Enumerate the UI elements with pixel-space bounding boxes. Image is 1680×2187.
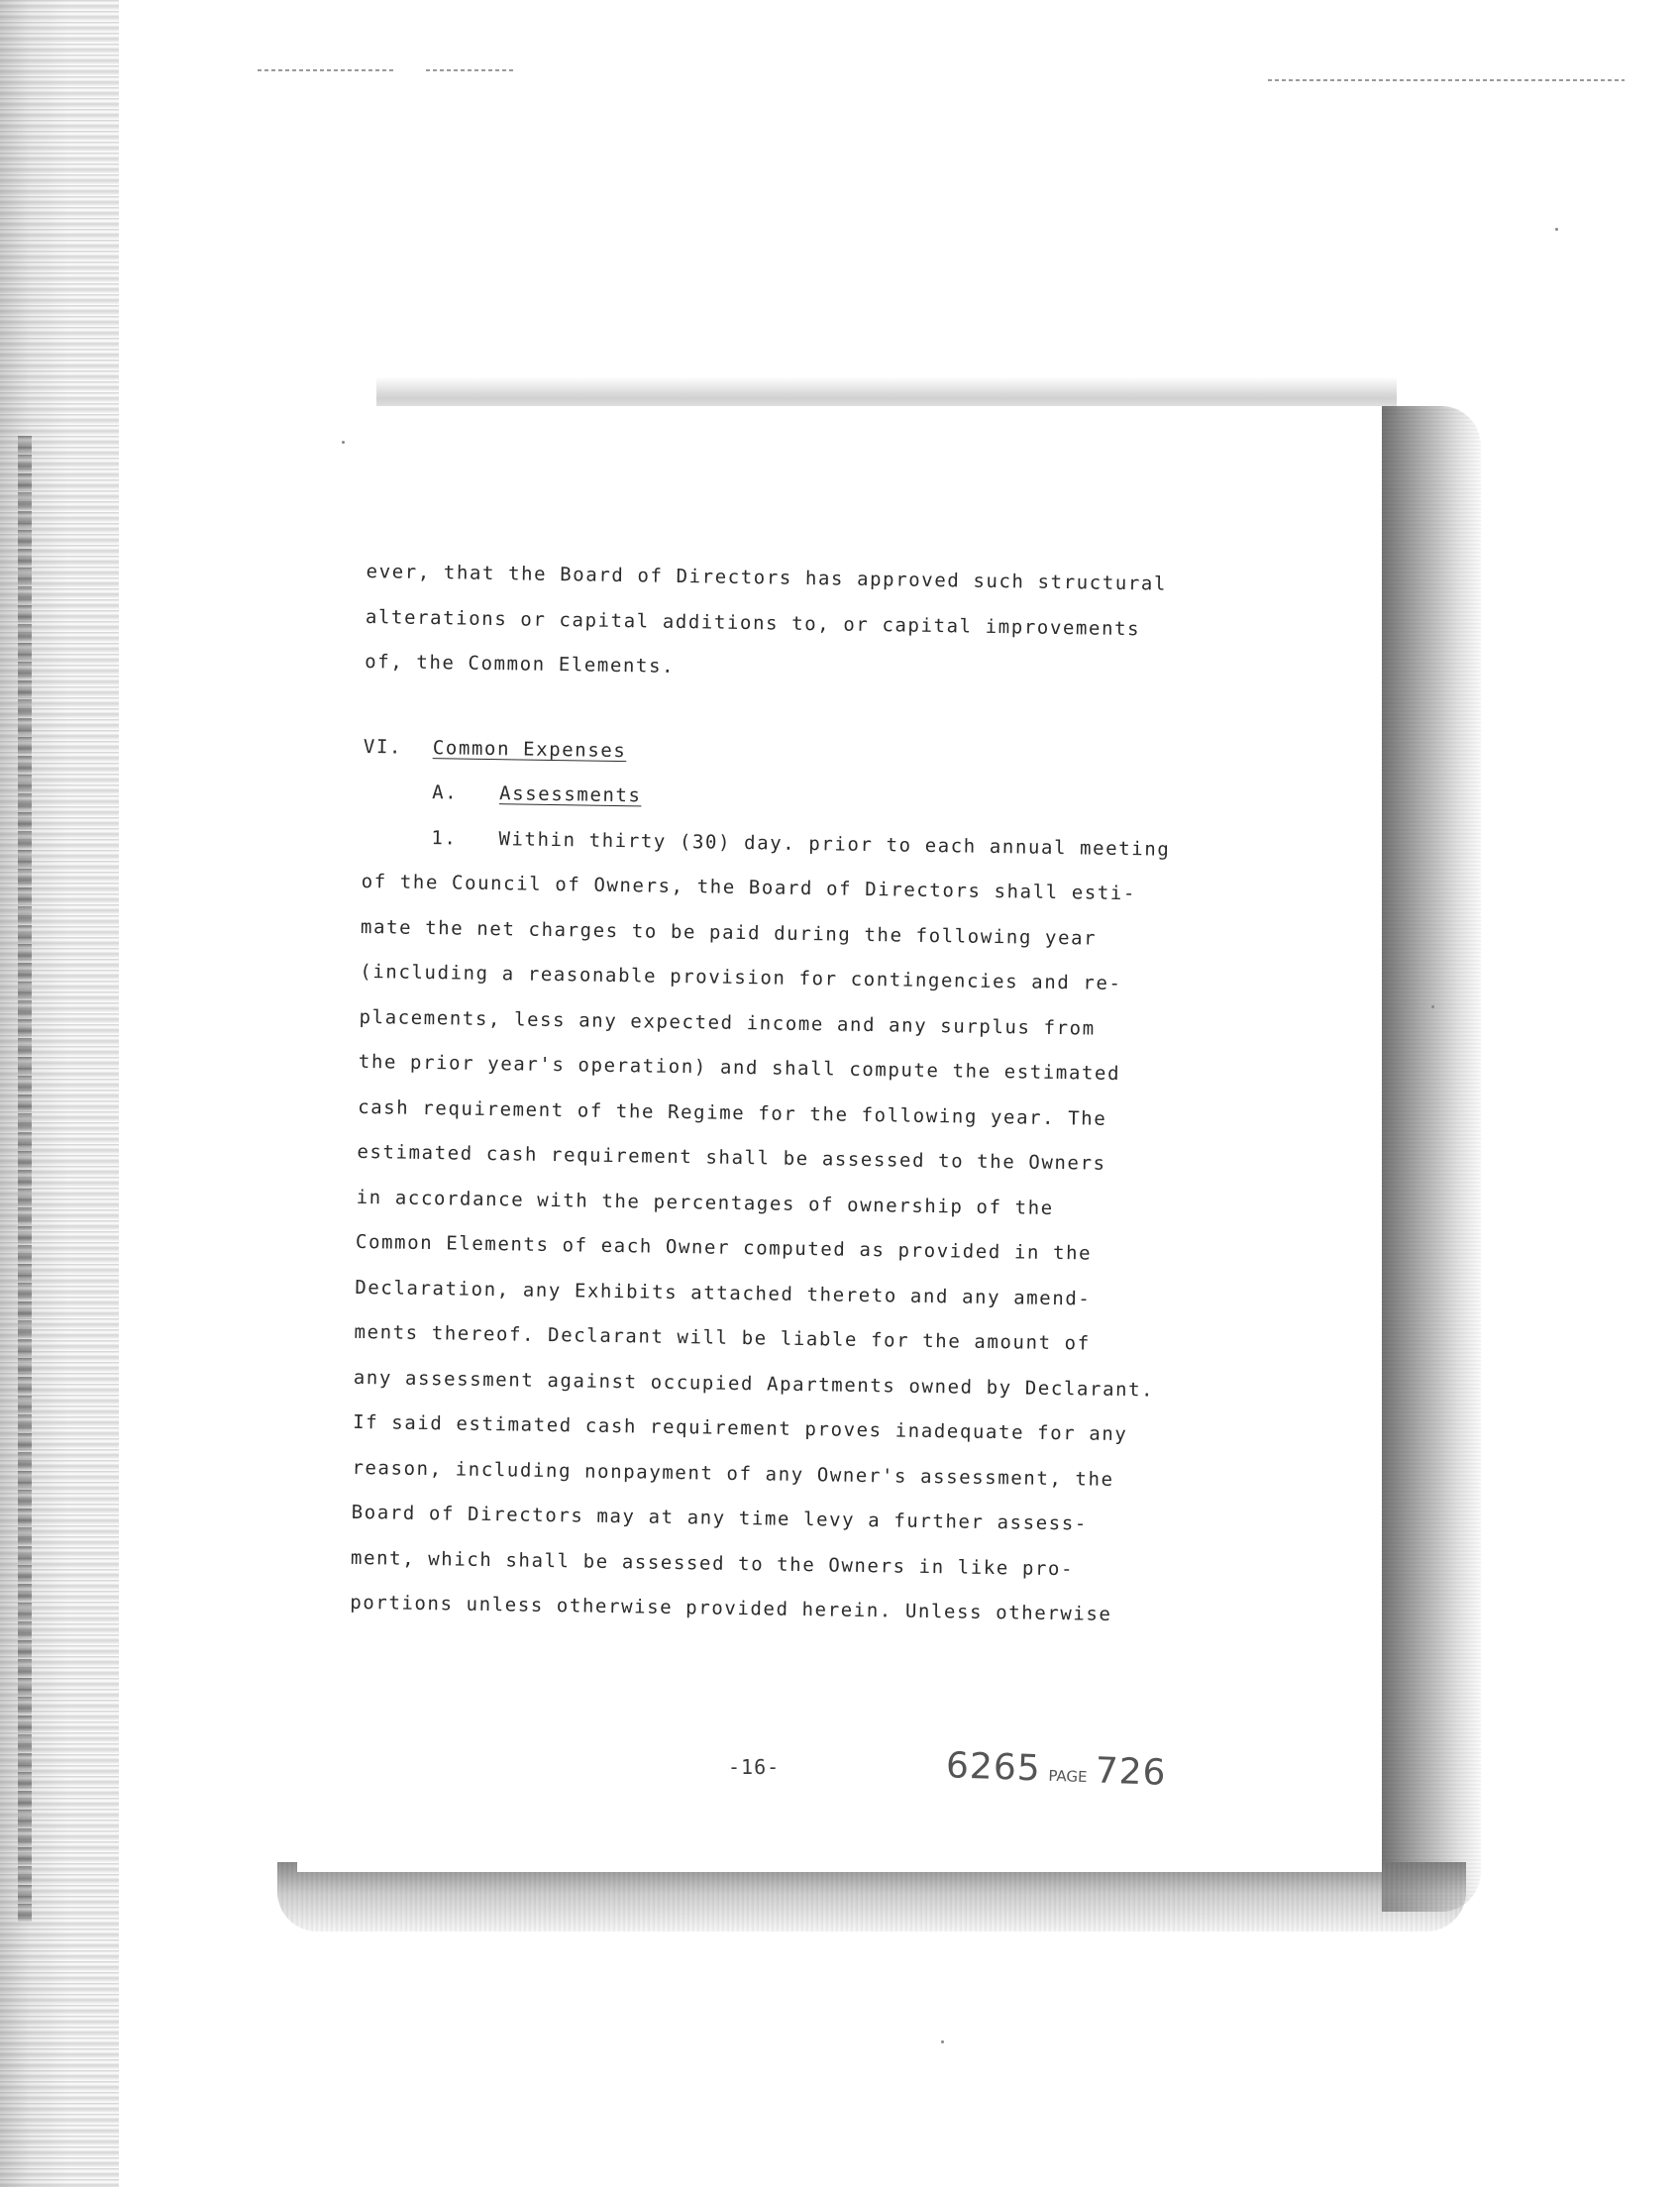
section-title: Common Expenses — [432, 736, 627, 762]
paragraph-line: cash requirement of the Regime for the following year. The — [357, 1095, 1107, 1130]
scan-top-mark — [258, 69, 396, 71]
document-body — [350, 550, 1218, 1639]
paragraph-line: ments thereof. Declarant will be liable for the amount of — [354, 1320, 1091, 1355]
scan-top-mark — [1268, 79, 1625, 81]
paragraph-line: Declaration, any Exhibits attached thereto and any amend- — [355, 1276, 1092, 1310]
scan-speck — [941, 2040, 944, 2043]
paragraph-line: (including a reasonable provision for contingencies and re- — [360, 960, 1122, 995]
paragraph-line: any assessment against occupied Apartments owned by Declarant. — [353, 1366, 1155, 1402]
paragraph-line: mate the net charges to be paid during the following year — [360, 915, 1098, 950]
paragraph-line: placements, less any expected income and any surplus from — [359, 1005, 1096, 1040]
paragraph-line: the prior year's operation) and shall compute the estimated — [358, 1050, 1121, 1086]
section-numeral: VI. — [363, 735, 403, 759]
scan-speck — [1555, 228, 1558, 231]
stamp-page: 726 — [1095, 1750, 1168, 1794]
paragraph-number: 1. — [431, 826, 458, 849]
recording-stamp — [945, 1745, 1167, 1794]
paragraph-line: reason, including nonpayment of any Owner's assessment, the — [352, 1456, 1114, 1491]
paragraph-line-text: Within thirty (30) day. prior to each annual meeting — [498, 827, 1171, 861]
subsection-label: A. — [431, 781, 459, 804]
paragraph-line: of the Council of Owners, the Board of Directors shall esti- — [361, 870, 1137, 905]
subsection-title: Assessments — [498, 782, 642, 807]
intro-line-3: of, the Common Elements. — [365, 650, 676, 677]
intro-line-1: ever, that the Board of Directors has approved such structural — [366, 560, 1168, 595]
sheet-shadow-bottom — [277, 1862, 1466, 1931]
scan-speck — [1431, 1005, 1434, 1008]
paragraph-line: Common Elements of each Owner computed as provided in the — [355, 1230, 1093, 1265]
paragraph-line: Board of Directors may at any time levy a further assess- — [351, 1501, 1089, 1535]
paragraph-line: portions unless otherwise provided herein. Unless otherwise — [350, 1591, 1112, 1625]
intro-line-2: alterations or capital additions to, or capital improvements — [365, 605, 1141, 640]
stamp-mid: PAGE — [1048, 1766, 1088, 1787]
paragraph-line: estimated cash requirement shall be assessed to the Owners — [357, 1140, 1106, 1175]
scan-edge — [0, 0, 119, 2187]
paragraph-line: in accordance with the percentages of ownership of the — [356, 1186, 1054, 1219]
sheet-shadow-right — [1382, 406, 1481, 1912]
scan-speck — [342, 441, 345, 444]
page-number: -16- — [728, 1755, 781, 1779]
scan-top-mark — [426, 69, 515, 71]
stamp-book: 6265 — [945, 1745, 1042, 1790]
scan-noise-band — [18, 436, 32, 1922]
paragraph-line: If said estimated cash requirement proves inadequate for any — [352, 1410, 1128, 1446]
paragraph-line: ment, which shall be assessed to the Owners in like pro- — [350, 1546, 1075, 1580]
